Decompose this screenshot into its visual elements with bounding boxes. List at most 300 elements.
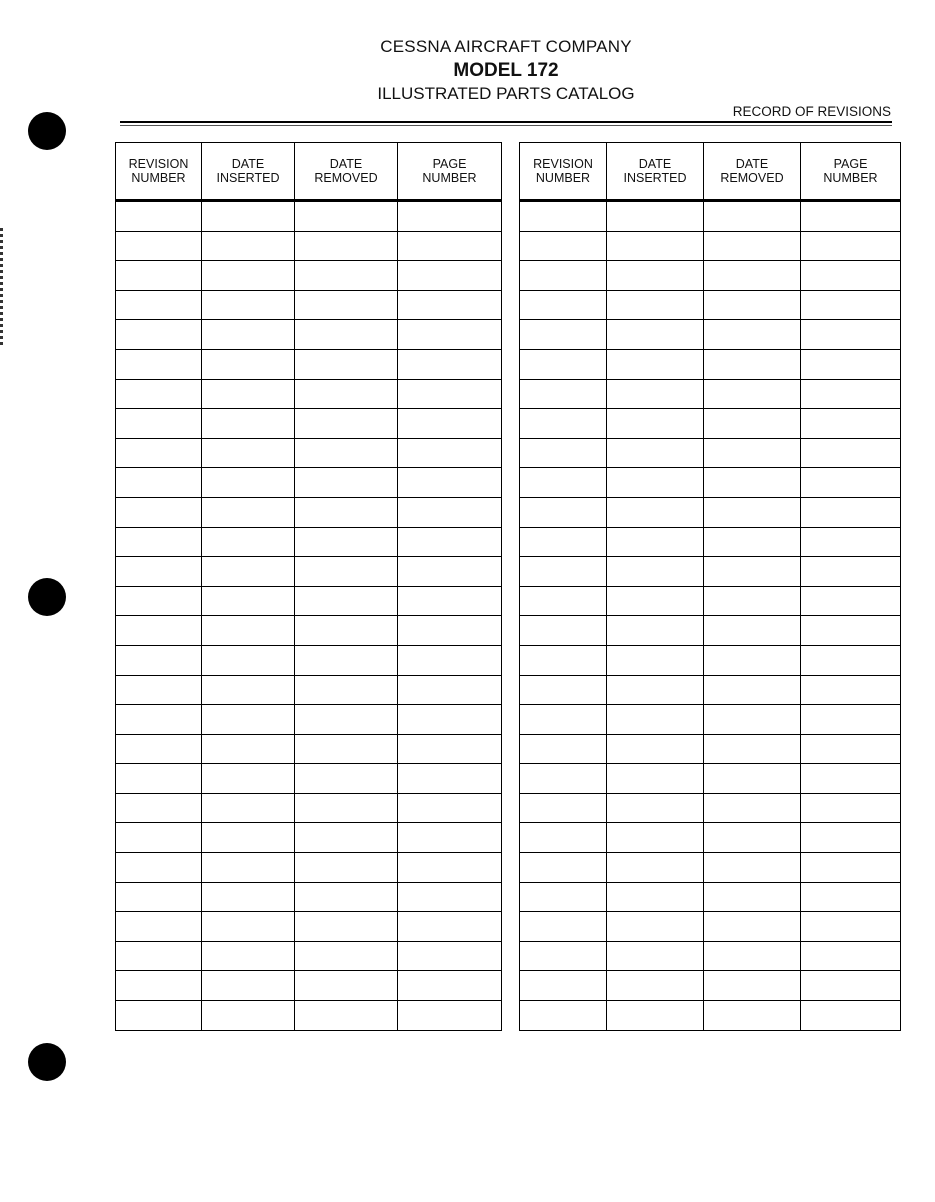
page-number-cell[interactable] (398, 823, 502, 853)
revision-number-cell[interactable] (520, 409, 607, 439)
date-removed-cell[interactable] (704, 349, 801, 379)
revision-table-left (115, 142, 502, 1031)
date-removed-cell[interactable] (295, 497, 398, 527)
date-inserted-cell[interactable] (607, 261, 704, 291)
revision-table-right (519, 142, 901, 1031)
date-inserted-cell[interactable] (607, 409, 704, 439)
revision-number-cell[interactable] (520, 201, 607, 232)
date-inserted-cell[interactable] (607, 468, 704, 498)
table-row (520, 734, 901, 764)
date-removed-cell[interactable] (295, 971, 398, 1001)
revision-number-cell[interactable] (520, 764, 607, 794)
catalog-title: ILLUSTRATED PARTS CATALOG (377, 84, 635, 103)
date-removed-cell[interactable] (295, 320, 398, 350)
date-inserted-cell[interactable] (607, 764, 704, 794)
table-row (520, 971, 901, 1001)
date-removed-cell[interactable] (704, 586, 801, 616)
date-removed-cell[interactable] (295, 349, 398, 379)
page-number-cell[interactable] (801, 941, 901, 971)
page-number-cell[interactable] (398, 882, 502, 912)
table-row (116, 290, 502, 320)
table-row (116, 882, 502, 912)
revision-number-cell[interactable] (116, 379, 202, 409)
page-number-cell[interactable] (801, 912, 901, 942)
revision-number-cell[interactable] (116, 497, 202, 527)
table-row (116, 705, 502, 735)
revision-number-cell[interactable] (116, 616, 202, 646)
revision-number-cell[interactable] (520, 912, 607, 942)
date-removed-cell[interactable] (704, 497, 801, 527)
model-title: MODEL 172 (453, 60, 559, 81)
table-row (520, 379, 901, 409)
table-row (116, 438, 502, 468)
date-inserted-cell[interactable] (607, 616, 704, 646)
table-row (116, 853, 502, 883)
page-number-cell[interactable] (398, 261, 502, 291)
date-inserted-cell[interactable] (607, 971, 704, 1001)
page-number-cell[interactable] (801, 734, 901, 764)
date-inserted-cell[interactable] (202, 645, 295, 675)
date-removed-cell[interactable] (704, 793, 801, 823)
table-row (520, 497, 901, 527)
date-inserted-cell[interactable] (607, 379, 704, 409)
revision-number-cell[interactable] (520, 882, 607, 912)
page-number-cell[interactable] (801, 201, 901, 232)
revision-number-cell[interactable] (520, 497, 607, 527)
page-number-cell[interactable] (801, 971, 901, 1001)
table-row (520, 675, 901, 705)
table-row (520, 409, 901, 439)
date-inserted-cell[interactable] (202, 823, 295, 853)
revision-number-cell[interactable] (520, 557, 607, 587)
revision-number-cell[interactable] (116, 320, 202, 350)
date-removed-cell[interactable] (295, 527, 398, 557)
page-number-cell[interactable] (398, 793, 502, 823)
page-number-cell[interactable] (801, 261, 901, 291)
date-inserted-cell[interactable] (607, 231, 704, 261)
revision-number-cell[interactable] (116, 290, 202, 320)
revision-number-cell[interactable] (116, 734, 202, 764)
page-number-cell[interactable] (801, 616, 901, 646)
date-inserted-cell[interactable] (202, 290, 295, 320)
table-row (520, 320, 901, 350)
page-number-cell[interactable] (801, 645, 901, 675)
page-number-cell[interactable] (801, 438, 901, 468)
revision-number-cell[interactable] (116, 586, 202, 616)
date-removed-cell[interactable] (704, 645, 801, 675)
page-number-header: PAGE NUMBER (801, 143, 901, 201)
page-number-cell[interactable] (801, 1001, 901, 1031)
date-removed-cell[interactable] (704, 557, 801, 587)
date-inserted-cell[interactable] (607, 557, 704, 587)
date-removed-cell[interactable] (295, 438, 398, 468)
table-row (116, 971, 502, 1001)
table-row (520, 912, 901, 942)
page-number-cell[interactable] (398, 468, 502, 498)
page-number-cell[interactable] (398, 734, 502, 764)
page-number-cell[interactable] (398, 290, 502, 320)
date-removed-cell[interactable] (704, 941, 801, 971)
date-inserted-cell[interactable] (202, 675, 295, 705)
table-row (520, 941, 901, 971)
revision-number-cell[interactable] (520, 675, 607, 705)
header-row (116, 143, 502, 201)
revision-number-cell[interactable] (520, 290, 607, 320)
table-row (116, 1001, 502, 1031)
date-inserted-cell[interactable] (607, 853, 704, 883)
revision-number-cell[interactable] (116, 468, 202, 498)
date-inserted-cell[interactable] (607, 793, 704, 823)
revision-number-cell[interactable] (116, 675, 202, 705)
table-row (116, 764, 502, 794)
date-removed-cell[interactable] (295, 912, 398, 942)
page-number-cell[interactable] (801, 705, 901, 735)
date-inserted-cell[interactable] (607, 586, 704, 616)
revision-number-cell[interactable] (116, 438, 202, 468)
table-row (520, 557, 901, 587)
table-row (116, 349, 502, 379)
revision-number-cell[interactable] (520, 1001, 607, 1031)
revision-number-cell[interactable] (520, 527, 607, 557)
table-row (520, 438, 901, 468)
page-number-cell[interactable] (398, 320, 502, 350)
date-removed-cell[interactable] (704, 201, 801, 232)
revision-number-cell[interactable] (116, 823, 202, 853)
table-row (116, 527, 502, 557)
page-number-cell[interactable] (801, 764, 901, 794)
date-removed-cell[interactable] (295, 853, 398, 883)
date-inserted-cell[interactable] (202, 261, 295, 291)
date-inserted-cell[interactable] (607, 675, 704, 705)
page-number-cell[interactable] (398, 1001, 502, 1031)
page-number-cell[interactable] (801, 586, 901, 616)
table-row (520, 853, 901, 883)
page-number-cell[interactable] (398, 941, 502, 971)
table-row (116, 912, 502, 942)
date-inserted-cell[interactable] (202, 882, 295, 912)
date-inserted-cell[interactable] (607, 438, 704, 468)
table-row (116, 201, 502, 232)
page-number-cell[interactable] (398, 586, 502, 616)
date-inserted-cell[interactable] (607, 290, 704, 320)
revision-number-cell[interactable] (520, 823, 607, 853)
page-number-cell[interactable] (801, 231, 901, 261)
date-inserted-cell[interactable] (202, 734, 295, 764)
left-edge-mark (0, 228, 3, 348)
record-of-revisions-label: RECORD OF REVISIONS (732, 104, 891, 119)
page-number-cell[interactable] (398, 705, 502, 735)
date-removed-cell[interactable] (704, 882, 801, 912)
date-removed-cell[interactable] (704, 261, 801, 291)
binder-hole-middle (28, 578, 66, 616)
date-inserted-cell[interactable] (202, 912, 295, 942)
date-inserted-cell[interactable] (607, 527, 704, 557)
date-inserted-cell[interactable] (607, 320, 704, 350)
company-name: CESSNA AIRCRAFT COMPANY (380, 37, 632, 56)
date-inserted-cell[interactable] (202, 527, 295, 557)
revision-number-cell[interactable] (116, 409, 202, 439)
date-inserted-cell[interactable] (202, 231, 295, 261)
revision-number-cell[interactable] (520, 320, 607, 350)
revision-number-cell[interactable] (116, 764, 202, 794)
page-number-cell[interactable] (398, 675, 502, 705)
date-removed-cell[interactable] (295, 261, 398, 291)
page-number-cell[interactable] (801, 823, 901, 853)
page-number-cell[interactable] (801, 409, 901, 439)
page-number-cell[interactable] (801, 675, 901, 705)
revision-number-cell[interactable] (520, 231, 607, 261)
date-removed-cell[interactable] (704, 438, 801, 468)
page-number-cell[interactable] (398, 971, 502, 1001)
date-removed-cell[interactable] (704, 823, 801, 853)
date-inserted-cell[interactable] (607, 823, 704, 853)
date-removed-cell[interactable] (295, 764, 398, 794)
revision-number-cell[interactable] (520, 586, 607, 616)
table-row (520, 793, 901, 823)
date-inserted-cell[interactable] (202, 764, 295, 794)
page-number-cell[interactable] (398, 557, 502, 587)
date-inserted-header: DATE INSERTED (607, 143, 704, 201)
date-inserted-cell[interactable] (202, 586, 295, 616)
date-removed-cell[interactable] (295, 941, 398, 971)
revision-number-cell[interactable] (520, 616, 607, 646)
page-number-cell[interactable] (801, 853, 901, 883)
date-removed-cell[interactable] (704, 231, 801, 261)
date-inserted-cell[interactable] (607, 349, 704, 379)
table-row (520, 349, 901, 379)
date-inserted-cell[interactable] (202, 409, 295, 439)
table-row (116, 320, 502, 350)
revision-number-cell[interactable] (520, 971, 607, 1001)
table-row (520, 705, 901, 735)
revision-number-cell[interactable] (520, 438, 607, 468)
page-number-cell[interactable] (801, 882, 901, 912)
date-inserted-cell[interactable] (202, 379, 295, 409)
page-number-cell[interactable] (398, 912, 502, 942)
date-removed-cell[interactable] (704, 320, 801, 350)
revision-number-cell[interactable] (520, 379, 607, 409)
revision-number-cell[interactable] (116, 645, 202, 675)
table-row (520, 616, 901, 646)
revision-number-cell[interactable] (116, 793, 202, 823)
date-removed-cell[interactable] (295, 231, 398, 261)
date-inserted-cell[interactable] (202, 497, 295, 527)
date-inserted-cell[interactable] (202, 320, 295, 350)
table-row (116, 734, 502, 764)
table-row (116, 793, 502, 823)
revision-number-cell[interactable] (116, 705, 202, 735)
date-inserted-cell[interactable] (607, 705, 704, 735)
revision-number-cell[interactable] (520, 645, 607, 675)
revision-number-cell[interactable] (116, 261, 202, 291)
revision-number-cell[interactable] (520, 853, 607, 883)
page-number-cell[interactable] (398, 349, 502, 379)
date-removed-cell[interactable] (295, 1001, 398, 1031)
page-number-header: PAGE NUMBER (398, 143, 502, 201)
date-inserted-cell[interactable] (202, 557, 295, 587)
date-inserted-cell[interactable] (202, 1001, 295, 1031)
page-number-cell[interactable] (801, 468, 901, 498)
revision-number-cell[interactable] (520, 705, 607, 735)
table-row (116, 645, 502, 675)
table-row (116, 409, 502, 439)
date-removed-cell[interactable] (295, 557, 398, 587)
date-inserted-cell[interactable] (202, 853, 295, 883)
page-number-cell[interactable] (801, 557, 901, 587)
page-number-cell[interactable] (398, 764, 502, 794)
date-removed-cell[interactable] (295, 586, 398, 616)
revision-number-header: REVISION NUMBER (116, 143, 202, 201)
date-removed-cell[interactable] (704, 379, 801, 409)
page-number-cell[interactable] (801, 497, 901, 527)
table-row (116, 675, 502, 705)
page-number-cell[interactable] (398, 497, 502, 527)
page-number-cell[interactable] (398, 201, 502, 232)
table-row (520, 1001, 901, 1031)
revision-number-cell[interactable] (116, 1001, 202, 1031)
revision-number-cell[interactable] (116, 853, 202, 883)
table-row (520, 645, 901, 675)
date-removed-cell[interactable] (295, 882, 398, 912)
revision-number-cell[interactable] (116, 527, 202, 557)
date-inserted-cell[interactable] (202, 349, 295, 379)
date-inserted-cell[interactable] (607, 201, 704, 232)
page-number-cell[interactable] (398, 409, 502, 439)
revision-number-cell[interactable] (116, 912, 202, 942)
page-number-cell[interactable] (398, 853, 502, 883)
date-removed-cell[interactable] (295, 409, 398, 439)
date-inserted-cell[interactable] (607, 882, 704, 912)
date-removed-cell[interactable] (704, 853, 801, 883)
binder-hole-bottom (28, 1043, 66, 1081)
page-number-cell[interactable] (398, 231, 502, 261)
table-row (520, 290, 901, 320)
table-row (520, 527, 901, 557)
revision-number-cell[interactable] (116, 882, 202, 912)
header-rule (120, 121, 892, 123)
revision-number-cell[interactable] (116, 349, 202, 379)
revision-number-cell[interactable] (520, 941, 607, 971)
date-inserted-cell[interactable] (202, 201, 295, 232)
table-row (116, 823, 502, 853)
page-number-cell[interactable] (398, 527, 502, 557)
header-row (520, 143, 901, 201)
date-inserted-cell[interactable] (607, 1001, 704, 1031)
date-removed-cell[interactable] (295, 675, 398, 705)
revision-number-cell[interactable] (520, 468, 607, 498)
page-number-cell[interactable] (801, 793, 901, 823)
date-removed-header: DATE REMOVED (295, 143, 398, 201)
table-row (116, 379, 502, 409)
date-inserted-cell[interactable] (607, 941, 704, 971)
table-row (116, 941, 502, 971)
date-inserted-cell[interactable] (607, 645, 704, 675)
date-removed-cell[interactable] (295, 793, 398, 823)
table-row (116, 586, 502, 616)
table-row (116, 261, 502, 291)
date-removed-cell[interactable] (704, 675, 801, 705)
table-row (116, 616, 502, 646)
date-removed-cell[interactable] (295, 616, 398, 646)
date-inserted-cell[interactable] (202, 705, 295, 735)
page-number-cell[interactable] (801, 290, 901, 320)
date-inserted-cell[interactable] (202, 941, 295, 971)
date-inserted-cell[interactable] (202, 793, 295, 823)
revision-number-cell[interactable] (520, 734, 607, 764)
page-number-cell[interactable] (801, 527, 901, 557)
date-removed-cell[interactable] (704, 764, 801, 794)
table-row (116, 468, 502, 498)
date-removed-cell[interactable] (295, 734, 398, 764)
date-removed-cell[interactable] (704, 290, 801, 320)
date-inserted-cell[interactable] (202, 971, 295, 1001)
date-removed-cell[interactable] (704, 705, 801, 735)
page-number-cell[interactable] (398, 616, 502, 646)
table-row (520, 468, 901, 498)
table-row (520, 231, 901, 261)
table-row (116, 231, 502, 261)
revision-number-cell[interactable] (520, 261, 607, 291)
page-number-cell[interactable] (398, 645, 502, 675)
date-inserted-cell[interactable] (202, 468, 295, 498)
date-removed-cell[interactable] (704, 912, 801, 942)
date-removed-cell[interactable] (704, 409, 801, 439)
date-removed-cell[interactable] (295, 468, 398, 498)
date-removed-header: DATE REMOVED (704, 143, 801, 201)
page-number-cell[interactable] (801, 379, 901, 409)
table-row (520, 586, 901, 616)
date-removed-cell[interactable] (295, 379, 398, 409)
revision-number-cell[interactable] (116, 941, 202, 971)
date-removed-cell[interactable] (704, 616, 801, 646)
table-row (520, 201, 901, 232)
date-removed-cell[interactable] (704, 468, 801, 498)
date-removed-cell[interactable] (295, 201, 398, 232)
date-inserted-cell[interactable] (607, 734, 704, 764)
revision-number-cell[interactable] (116, 201, 202, 232)
page-number-cell[interactable] (398, 379, 502, 409)
date-inserted-header: DATE INSERTED (202, 143, 295, 201)
table-row (520, 764, 901, 794)
table-row (520, 882, 901, 912)
date-removed-cell[interactable] (295, 290, 398, 320)
page-number-cell[interactable] (801, 349, 901, 379)
revision-number-cell[interactable] (116, 971, 202, 1001)
table-row (520, 261, 901, 291)
date-removed-cell[interactable] (295, 645, 398, 675)
page-number-cell[interactable] (398, 438, 502, 468)
date-removed-cell[interactable] (704, 971, 801, 1001)
revision-number-cell[interactable] (520, 793, 607, 823)
date-removed-cell[interactable] (295, 705, 398, 735)
date-inserted-cell[interactable] (202, 438, 295, 468)
revision-number-cell[interactable] (520, 349, 607, 379)
date-inserted-cell[interactable] (607, 912, 704, 942)
binder-hole-top (28, 112, 66, 150)
date-removed-cell[interactable] (704, 527, 801, 557)
date-removed-cell[interactable] (295, 823, 398, 853)
revision-number-header: REVISION NUMBER (520, 143, 607, 201)
revision-number-cell[interactable] (116, 231, 202, 261)
header-rule-thin (120, 125, 892, 126)
date-inserted-cell[interactable] (202, 616, 295, 646)
date-inserted-cell[interactable] (607, 497, 704, 527)
date-removed-cell[interactable] (704, 1001, 801, 1031)
revision-number-cell[interactable] (116, 557, 202, 587)
page-number-cell[interactable] (801, 320, 901, 350)
table-row (116, 557, 502, 587)
date-removed-cell[interactable] (704, 734, 801, 764)
